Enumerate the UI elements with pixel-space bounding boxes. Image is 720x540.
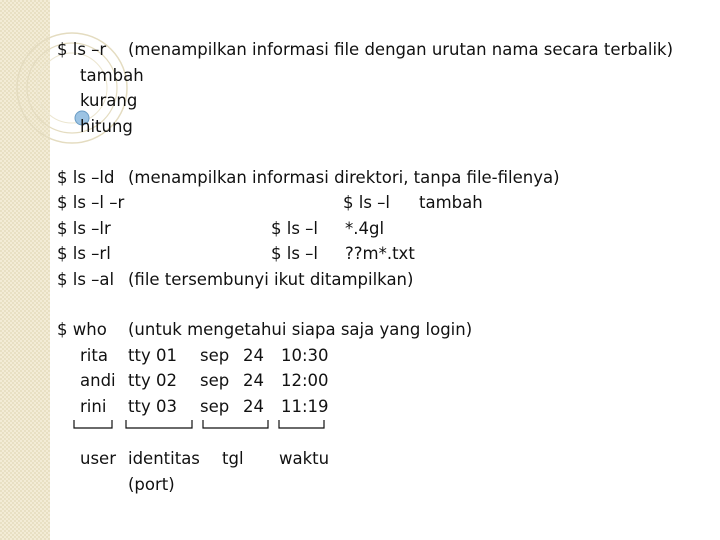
- cmd-who: $ who: [57, 320, 107, 339]
- legend-port: (port): [128, 475, 175, 494]
- who-user: rini: [80, 397, 107, 416]
- bracket-tgl: [203, 420, 268, 428]
- who-time: 11:19: [281, 397, 329, 416]
- bracket-identitas: [126, 420, 192, 428]
- who-tty: tty 01: [128, 346, 177, 365]
- file-item: tambah: [80, 66, 144, 85]
- desc-ls-r: (menampilkan informasi file dengan urutan nama secara terbalik): [128, 40, 674, 59]
- who-day: 24: [243, 397, 264, 416]
- desc-who: (untuk mengetahui siapa saja yang login): [128, 320, 473, 339]
- who-time: 12:00: [281, 371, 329, 390]
- legend-tgl: tgl: [222, 449, 244, 468]
- who-time: 10:30: [281, 346, 329, 365]
- who-day: 24: [243, 371, 264, 390]
- legend-identitas: identitas: [128, 449, 200, 468]
- who-tty: tty 03: [128, 397, 177, 416]
- cmd-ls-r: $ ls –r: [57, 40, 107, 59]
- example-cmd: $ ls –l: [271, 244, 319, 263]
- who-user: andi: [80, 371, 116, 390]
- who-month: sep: [200, 346, 230, 365]
- desc-ls-al: (file tersembunyi ikut ditampilkan): [128, 270, 414, 289]
- cmd-ls-l-r: $ ls –l –r: [57, 193, 125, 212]
- example-cmd: $ ls –l: [343, 193, 391, 212]
- example-arg: *.4gl: [345, 219, 385, 238]
- who-month: sep: [200, 397, 230, 416]
- cmd-ls-lr: $ ls –lr: [57, 219, 111, 238]
- example-arg: tambah: [419, 193, 483, 212]
- bracket-user: [74, 420, 112, 428]
- cmd-ls-al: $ ls –al: [57, 270, 115, 289]
- file-item: kurang: [80, 91, 138, 110]
- legend-user: user: [80, 449, 116, 468]
- bracket-waktu: [279, 420, 324, 428]
- file-item: hitung: [80, 117, 133, 136]
- example-arg: ??m*.txt: [345, 244, 415, 263]
- who-user: rita: [80, 346, 108, 365]
- example-cmd: $ ls –l: [271, 219, 319, 238]
- who-day: 24: [243, 346, 264, 365]
- cmd-ls-ld: $ ls –ld: [57, 168, 115, 187]
- desc-ls-ld: (menampilkan informasi direktori, tanpa file-filenya): [128, 168, 560, 187]
- who-tty: tty 02: [128, 371, 177, 390]
- cmd-ls-rl: $ ls –rl: [57, 244, 111, 263]
- legend-waktu: waktu: [279, 449, 330, 468]
- who-month: sep: [200, 371, 230, 390]
